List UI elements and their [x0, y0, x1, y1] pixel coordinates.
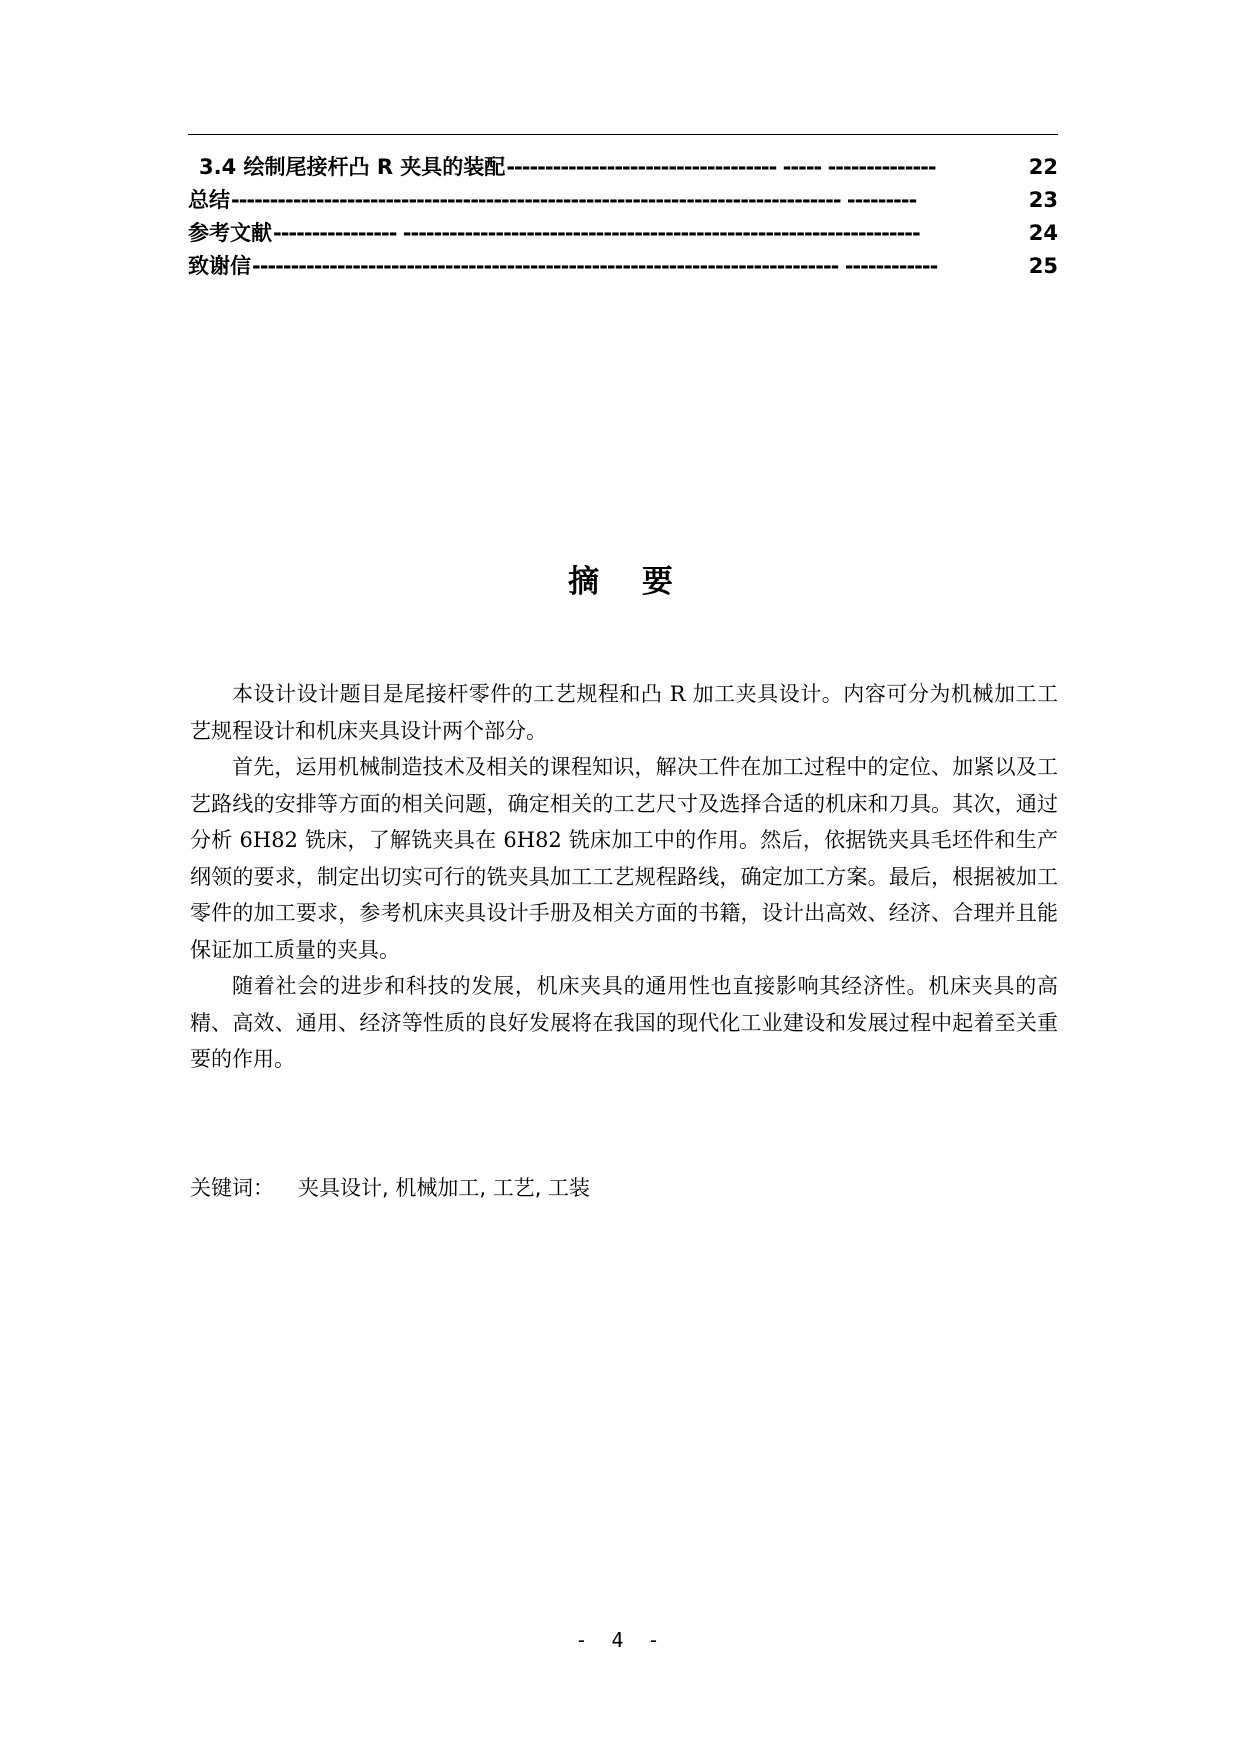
header-rule	[188, 134, 1058, 135]
toc-leader: ---------------- -------------------------------------------------------------------	[273, 221, 920, 245]
toc-entry[interactable]	[188, 151, 1058, 184]
abstract-body	[190, 676, 1058, 1078]
keywords-line	[190, 1172, 590, 1202]
toc-entry-title: 3.4 绘制尾接杆凸 R 夹具的装配	[199, 155, 506, 179]
abstract-paragraph: 本设计设计题目是尾接杆零件的工艺规程和凸 R 加工夹具设计。内容可分为机械加工工艺规程设计和机床夹具设计两个部分。	[190, 682, 1058, 743]
table-of-contents	[188, 151, 1058, 283]
toc-entry[interactable]	[188, 217, 1058, 250]
toc-entry[interactable]	[188, 184, 1058, 217]
toc-page-number: 23	[1028, 188, 1058, 212]
abstract-paragraph: 随着社会的进步和科技的发展，机床夹具的通用性也直接影响其经济性。机床夹具的高精、高效、通用、经济等性质的良好发展将在我国的现代化工业建设和发展过程中起着至关重要的作用。	[190, 974, 1058, 1071]
toc-page-number: 24	[1028, 221, 1058, 245]
toc-entry-title: 参考文献	[188, 221, 272, 245]
toc-page-number: 22	[1028, 155, 1058, 179]
keywords-value: 夹具设计, 机械加工, 工艺, 工装	[298, 1176, 591, 1200]
keywords-label: 关键词：	[190, 1176, 274, 1200]
toc-entry-title: 致谢信	[188, 254, 251, 278]
toc-page-number: 25	[1028, 254, 1058, 278]
toc-leader: ------------------------------------------------------------------------------- ---------	[231, 188, 917, 212]
toc-leader: ---------------------------------------------------------------------------- ------------	[252, 254, 938, 278]
toc-leader: ----------------------------------- ----- --------------	[506, 155, 936, 179]
page-number: - 4 -	[575, 1628, 666, 1652]
toc-entry[interactable]	[188, 250, 1058, 283]
abstract-heading: 摘 要	[568, 564, 689, 600]
toc-entry-title: 总结	[188, 188, 230, 212]
abstract-paragraph: 首先，运用机械制造技术及相关的课程知识，解决工件在加工过程中的定位、加紧以及工艺路线的安排等方面的相关问题，确定相关的工艺尺寸及选择合适的机床和刀具。其次，通过分析 6H82 铣床，了解铣夹具在 6H82 铣床加工中的作用。然后，依据铣夹具毛坯件和生产纲领的要求，制定出切实可行的铣夹具加工工艺规程路线，确定加工方案。最后，根据被加工零件的加工要求，参考机床夹具设计手册及相关方面的书籍，设计出高效、经济、合理并且能保证加工质量的夹具。	[190, 755, 1058, 962]
